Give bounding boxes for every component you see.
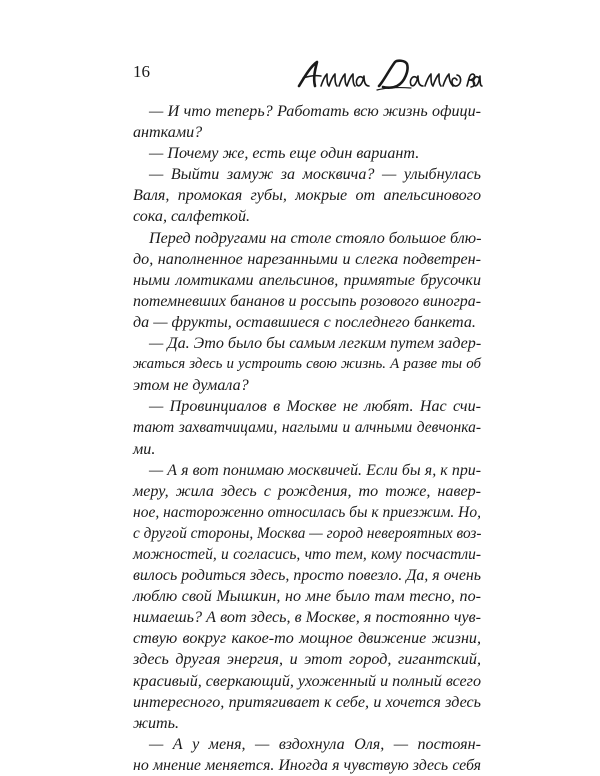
text-line: да — фрукты, оставшиеся с последнего банкета. [133, 313, 476, 331]
page-number: 16 [133, 62, 150, 81]
text-line: — Да. Это было бы самым легким путем задер- [149, 335, 482, 353]
text-line: — Провинциалов в Москве не любят. Нас счи- [149, 398, 481, 416]
text-line: с другой стороны, Москва — город невероятных воз- [133, 524, 482, 542]
text-line: ствую вокруг какое-то мощное движение жизни, [133, 630, 481, 648]
text-line: здесь другая энергия, и этот город, гигантский, [133, 651, 481, 669]
text-line: — И что теперь? Работать всю жизнь офици- [149, 103, 481, 120]
text-line: интересного, притягивает к себе, и хочется здесь [133, 693, 481, 711]
text-line: — Выйти замуж за москвича? — улыбнулась [149, 166, 481, 184]
page-header [133, 60, 481, 100]
text-line: сока, салфеткой. [133, 208, 251, 226]
text-line: — А у меня, — вздохнула Оля, — постоян- [149, 735, 481, 753]
text-line: жить. [133, 714, 179, 732]
text-line: вилось родиться здесь, просто повезло. Да, я очень [133, 567, 481, 585]
text-line: меру, жила здесь с рождения, то тоже, навер- [133, 482, 481, 500]
text-line: антками? [133, 124, 203, 142]
text-line: нимаешь? А вот здесь, в Москве, я постоянно чув- [133, 609, 481, 627]
text-line: жаться здесь и устроить свою жизнь. А разве ты об [133, 356, 481, 373]
text-line: ными ломтиками апельсинов, примятые брусочки [133, 271, 481, 289]
text-line: ное, настороженно относилась бы к приезжим. Но, [133, 503, 481, 521]
text-line: ми. [133, 440, 156, 458]
text-line: но мнение меняется. Иногда я чувствую здесь себя [133, 756, 481, 774]
text-line: — Почему же, есть еще один вариант. [149, 145, 420, 163]
text-line: Валя, промокая губы, мокрые от апельсинового [133, 187, 481, 205]
body-text [133, 101, 481, 776]
text-line: потемневших бананов и россыпь розового виногра- [133, 292, 481, 310]
text-line: этом не думала? [133, 377, 249, 395]
text-line: красивый, сверкающий, ухоженный и полный всего [133, 672, 481, 690]
text-line: — А я вот понимаю москвичей. Если бы я, к при- [149, 461, 481, 479]
author-logo [293, 56, 483, 96]
text-line: Перед подругами на столе стояло большое блю- [149, 229, 482, 247]
text-line: можностей, и согласись, что тем, кому посчастли- [133, 545, 481, 563]
text-line: тают захватчицами, наглыми и алчными девчонка- [133, 419, 481, 437]
text-line: до, наполненное нарезанными и слегка подветрен- [133, 250, 481, 268]
text-line: люблю свой Мышкин, но мне было там тесно, по- [133, 588, 481, 606]
